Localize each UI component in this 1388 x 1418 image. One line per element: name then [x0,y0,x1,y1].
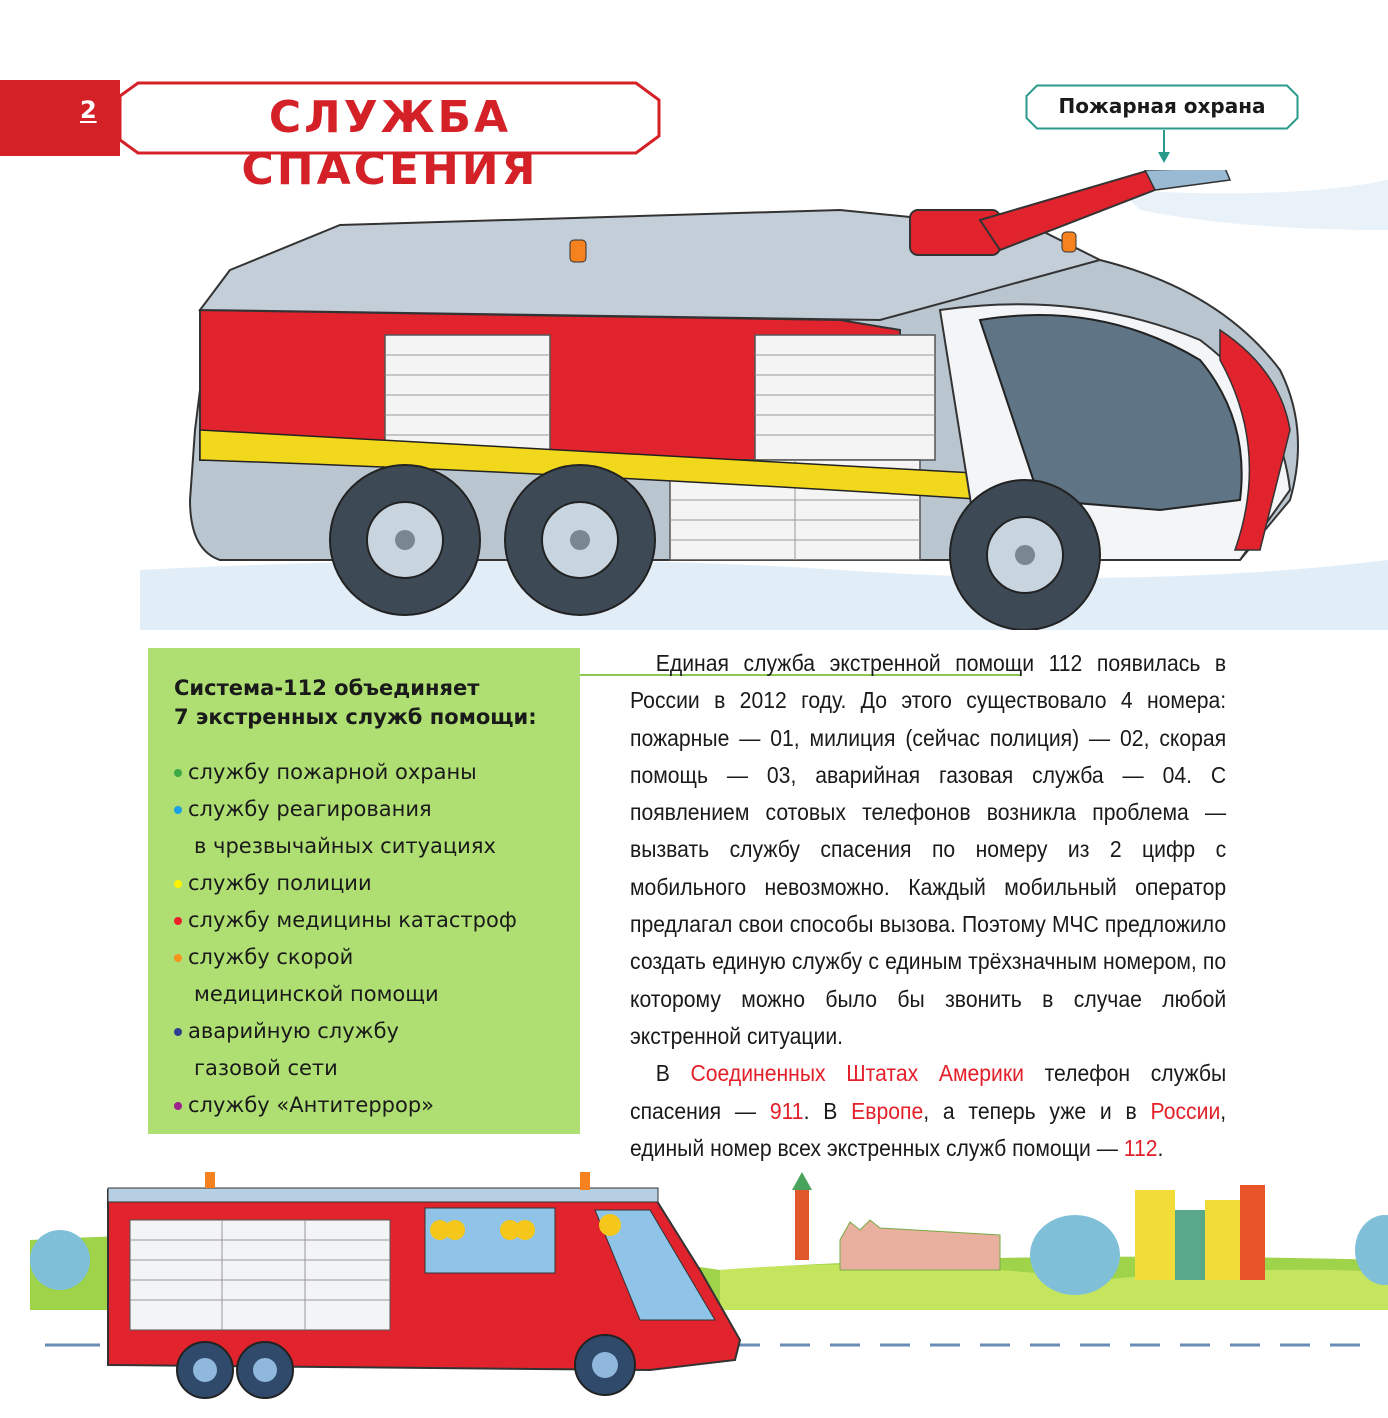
bullet-red-icon [174,917,182,925]
bullet-orange-icon [174,954,182,962]
highlight-russia: России [1150,1097,1221,1124]
info-title-line1: Система-112 объединяет [174,676,480,700]
highlight-usa: Соединенных Штатах Америки [690,1060,1024,1087]
bullet-blue-icon [174,806,182,814]
highlight-112: 112 [1123,1134,1158,1161]
bullet-purple-icon [174,1102,182,1110]
bullet-navy-icon [174,1028,182,1036]
list-item: службу медицины катастроф [174,902,562,939]
article-paragraph-1: Единая служба экстренной помощи 112 появилась в России в 2012 году. До этого существовало 4 номера: пожарные — 01, милиция (сейчас полиция) — 02, скорая помощь — 03, аварийная газовая служба — 04. С появлением сотовых телефонов возникла проблема — вызвать службу спасения по номеру из 2 цифр с мобильного невозможно. Каждый мобильный оператор предлагал свои способы вызова. Поэтому МЧС предложило создать единую службу с единым трёхзначным номером, по которому можно было бы звонить в случае любой экстренной ситуации. [630,650,1227,1049]
services-list [174,754,562,1124]
arrow-down-icon [1157,130,1171,164]
page-title: СЛУЖБА СПАСЕНИЯ [241,92,539,195]
list-item: аварийную службу газовой сети [174,1013,562,1087]
callout-fire-service [1025,84,1299,130]
fire-truck-landscape-illustration [0,1160,1388,1418]
info-box-system-112 [148,648,580,1134]
info-title-line2: 7 экстренных служб помощи: [174,705,537,729]
callout-label: Пожарная охрана [1058,94,1266,118]
info-box-title [174,674,562,732]
highlight-europe: Европе [851,1097,924,1124]
list-item: службу «Антитеррор» [174,1087,562,1124]
list-item: службу пожарной охраны [174,754,562,791]
list-item: службу реагирования в чрезвычайных ситуациях [174,791,562,865]
page-number: 2 [80,96,97,124]
list-item: службу полиции [174,865,562,902]
list-item: службу скорой медицинской помощи [174,939,562,1013]
bullet-green-icon [174,769,182,777]
highlight-911: 911 [769,1097,804,1124]
article-paragraph-2: В Соединенных Штатах Америки телефон службы спасения — 911. В Европе, а теперь уже и в России, единый номер всех экстренных служб помощи — 112. [630,1060,1227,1161]
page-title-box [116,80,662,195]
bullet-yellow-icon [174,880,182,888]
fire-truck-illustration [140,170,1388,630]
article-body [630,645,1226,1167]
